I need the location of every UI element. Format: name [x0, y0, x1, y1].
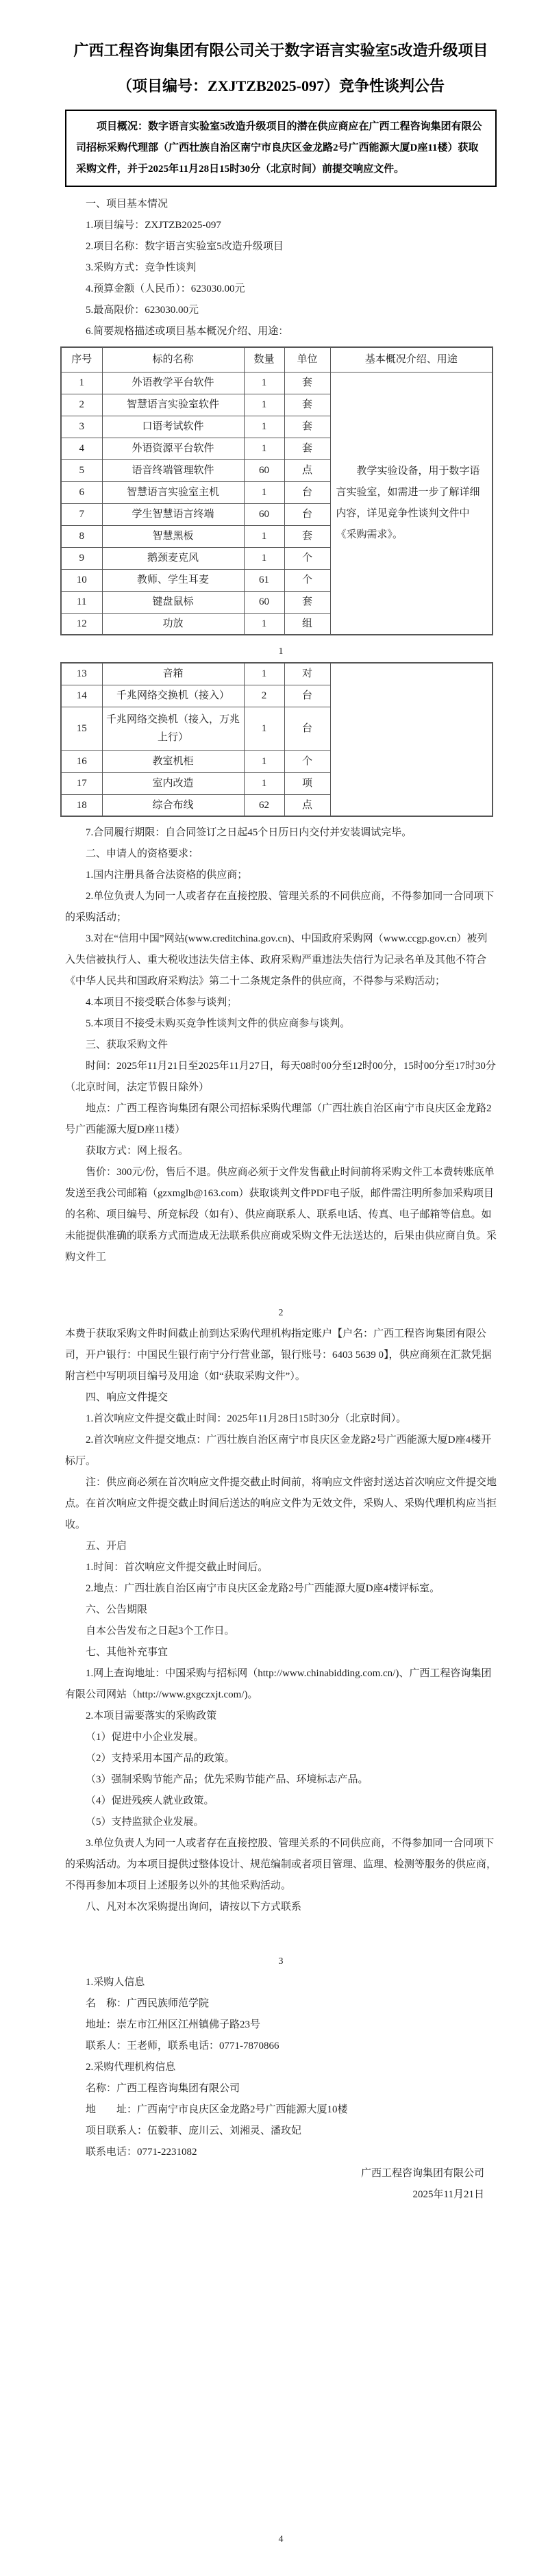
cell-name: 智慧语言实验室软件: [102, 394, 244, 416]
cell-qty: 61: [244, 569, 284, 591]
goods-description-cell: 教学实验设备，用于数字语言实验室，如需进一步了解详细内容，详见竞争性谈判文件中《采购需求》。: [330, 372, 493, 635]
cell-no: 13: [61, 663, 102, 685]
cell-qty: 1: [244, 663, 284, 685]
title-line-2: （项目编号：ZXJTZB2025-097）竞争性谈判公告: [117, 77, 445, 94]
table-row: [61, 663, 493, 685]
response-location: 2.首次响应文件提交地点：广西壮族自治区南宁市良庆区金龙路2号广西能源大厦D座4楼开标厅。: [65, 1435, 492, 1467]
policy-item-3: （3）强制采购节能产品；优先采购节能产品、环境标志产品。: [86, 1774, 369, 1785]
cell-qty: 60: [244, 591, 284, 613]
purchaser-name: 名 称：广西民族师范学院: [86, 1998, 210, 2009]
page-number-3: 3: [278, 1956, 284, 1967]
signature-date: 2025年11月21日: [412, 2189, 484, 2200]
page-number-4: 4: [278, 2534, 284, 2545]
cell-name: 智慧语言实验室主机: [102, 481, 244, 503]
cell-no: 6: [61, 481, 102, 503]
policy-item-4: （4）促进残疾人就业政策。: [86, 1795, 214, 1806]
cell-name: 教师、学生耳麦: [102, 569, 244, 591]
cell-name: 口语考试软件: [102, 416, 244, 438]
goods-table-header-row: [61, 347, 493, 372]
col-header-no: 序号: [61, 347, 102, 372]
section-3-heading: 三、获取采购文件: [86, 1039, 169, 1050]
cell-name: 综合布线: [102, 794, 244, 816]
project-name: 2.项目名称：数字语言实验室5改造升级项目: [86, 241, 284, 252]
contract-term: 7.合同履行期限：自合同签订之日起45个日历日内交付并安装调试完毕。: [86, 827, 412, 838]
page-number-2: 2: [278, 1308, 284, 1318]
cell-unit: 组: [284, 613, 330, 635]
cell-name: 功放: [102, 613, 244, 635]
document-obtain-time: 时间：2025年11月21日至2025年11月27日，每天08时00分至12时00分，15时00分至17时30分（北京时间，法定节假日除外）: [65, 1061, 496, 1093]
col-header-desc: 基本概况介绍、用途: [330, 347, 493, 372]
cell-unit: 台: [284, 503, 330, 525]
cell-qty: 1: [244, 372, 284, 394]
cell-unit: 套: [284, 394, 330, 416]
cell-qty: 1: [244, 416, 284, 438]
cell-qty: 1: [244, 750, 284, 772]
cell-no: 18: [61, 794, 102, 816]
cell-no: 4: [61, 438, 102, 459]
purchaser-info-heading: 1.采购人信息: [86, 1977, 145, 1988]
cell-qty: 1: [244, 613, 284, 635]
cell-no: 3: [61, 416, 102, 438]
cell-unit: 个: [284, 750, 330, 772]
goods-table-page1: [60, 346, 493, 635]
cell-name: 语音终端管理软件: [102, 459, 244, 481]
procurement-policies-label: 2.本项目需要落实的采购政策: [86, 1710, 217, 1721]
agency-info-heading: 2.采购代理机构信息: [86, 2062, 176, 2073]
agency-project-contacts: 项目联系人：伍毅菲、庞川云、刘湘灵、潘玫妃: [86, 2125, 302, 2136]
cell-name: 键盘鼠标: [102, 591, 244, 613]
goods-description-cell-empty: [330, 663, 493, 816]
cell-name: 教室机柜: [102, 750, 244, 772]
response-deadline: 1.首次响应文件提交截止时间：2025年11月28日15时30分（北京时间）。: [86, 1413, 407, 1424]
cell-no: 9: [61, 547, 102, 569]
page-title: [65, 33, 497, 104]
cell-no: 15: [61, 707, 102, 750]
page-number-1: 1: [278, 646, 284, 657]
cell-name: 千兆网络交换机（接入）: [102, 685, 244, 707]
procurement-method: 3.采购方式：竞争性谈判: [86, 262, 197, 273]
cell-no: 7: [61, 503, 102, 525]
project-overview-text: 项目概况：数字语言实验室5改造升级项目的潜在供应商应在广西工程咨询集团有限公司招标采购代理部（广西壮族自治区南宁市良庆区金龙路2号广西能源大厦D座11楼）获取采购文件，并于2025年11月28日15时30分（北京时间）前提交响应文件。: [76, 121, 482, 175]
policy-item-2: （2）支持采用本国产品的政策。: [86, 1753, 235, 1764]
cell-qty: 1: [244, 438, 284, 459]
cell-no: 17: [61, 772, 102, 794]
cell-qty: 1: [244, 481, 284, 503]
cell-no: 11: [61, 591, 102, 613]
cell-qty: 62: [244, 794, 284, 816]
cell-name: 智慧黑板: [102, 525, 244, 547]
qualification-item-2: 2.单位负责人为同一人或者存在直接控股、管理关系的不同供应商，不得参加同一合同项下的采购活动；: [65, 891, 495, 923]
qualification-item-4: 4.本项目不接受联合体参与谈判；: [86, 997, 238, 1008]
cell-no: 10: [61, 569, 102, 591]
cell-qty: 1: [244, 525, 284, 547]
document-content: [0, 33, 548, 2550]
goods-table-page2: [60, 662, 493, 817]
budget-amount: 4.预算金额（人民币）：623030.00元: [86, 283, 245, 294]
document-obtain-method: 获取方式：网上报名。: [86, 1146, 189, 1157]
document-price: 售价：300元/份，售后不退。供应商必须于文件发售截止时间前将采购文件工本费转账底单发送至我公司邮箱（gzxmglb@163.com）获取谈判文件PDF电子版，邮件需注明所参加采购项目的名称、项目编号、所竞标段（如有）、供应商联系人、联系电话、传真、电子邮箱等信息。如未能提供准确的联系方式而造成无法联系供应商或采购文件无法送达的，后果由供应商自负。采购文件工: [65, 1167, 497, 1263]
spec-description-label: 6.简要规格描述或项目基本概况介绍、用途：: [86, 326, 289, 337]
cell-no: 1: [61, 372, 102, 394]
title-line-1: 广西工程咨询集团有限公司关于数字语言实验室5改造升级项目: [73, 42, 488, 59]
signature-company: 广西工程咨询集团有限公司: [360, 2168, 484, 2179]
qualification-item-3: 3.对在“信用中国”网站(www.creditchina.gov.cn)、中国政府采购网（www.ccgp.gov.cn）被列入失信被执行人、重大税收违法失信主体、政府采购严重违法失信行为记录名单及其他不符合《中华人民共和国政府采购法》第二十二条规定条件的供应商，不得参与采购活动；: [65, 933, 488, 987]
announcement-period: 自本公告发布之日起3个工作日。: [86, 1626, 235, 1637]
section-5-heading: 五、开启: [86, 1541, 127, 1552]
response-note: 注：供应商必须在首次响应文件提交截止时间前，将响应文件密封送达首次响应文件提交地点。在首次响应文件提交截止时间后送达的响应文件为无效文件，采购人、采购代理机构应当拒收。: [65, 1477, 497, 1530]
max-price-limit: 5.最高限价：623030.00元: [86, 305, 199, 316]
project-number: 1.项目编号：ZXJTZB2025-097: [86, 220, 221, 231]
cell-unit: 台: [284, 481, 330, 503]
table-row: [61, 372, 493, 394]
cell-unit: 个: [284, 547, 330, 569]
agency-phone: 联系电话：0771-2231082: [86, 2147, 197, 2158]
supplier-restriction: 3.单位负责人为同一人或者存在直接控股、管理关系的不同供应商，不得参加同一合同项下的采购活动。为本项目提供过整体设计、规范编制或者项目管理、监理、检测等服务的供应商，不得再参加本项目上述服务以外的其他采购活动。: [65, 1838, 497, 1891]
cell-unit: 个: [284, 569, 330, 591]
agency-name: 名称：广西工程咨询集团有限公司: [86, 2083, 240, 2094]
cell-unit: 台: [284, 707, 330, 750]
cell-unit: 套: [284, 525, 330, 547]
cell-unit: 套: [284, 416, 330, 438]
cell-no: 8: [61, 525, 102, 547]
cell-name: 外语教学平台软件: [102, 372, 244, 394]
cell-unit: 套: [284, 591, 330, 613]
cell-unit: 对: [284, 663, 330, 685]
section-8-heading: 八、凡对本次采购提出询问，请按以下方式联系: [86, 1902, 302, 1912]
section-2-heading: 二、申请人的资格要求：: [86, 848, 199, 859]
cell-no: 16: [61, 750, 102, 772]
cell-qty: 1: [244, 547, 284, 569]
cell-no: 14: [61, 685, 102, 707]
agency-address: 地 址：广西南宁市良庆区金龙路2号广西能源大厦10楼: [86, 2104, 348, 2115]
purchaser-contact: 联系人：王老师，联系电话：0771-7870866: [86, 2041, 279, 2051]
policy-item-1: （1）促进中小企业发展。: [86, 1732, 204, 1743]
document-obtain-location: 地点：广西工程咨询集团有限公司招标采购代理部（广西壮族自治区南宁市良庆区金龙路2号广西能源大厦D座11楼）: [65, 1103, 492, 1135]
cell-unit: 点: [284, 794, 330, 816]
cell-qty: 1: [244, 707, 284, 750]
project-overview-box: [65, 110, 497, 187]
cell-no: 2: [61, 394, 102, 416]
section-4-heading: 四、响应文件提交: [86, 1392, 169, 1403]
cell-no: 5: [61, 459, 102, 481]
cell-unit: 套: [284, 438, 330, 459]
col-header-unit: 单位: [284, 347, 330, 372]
opening-time: 1.时间：首次响应文件提交截止时间后。: [86, 1562, 269, 1573]
cell-name: 外语资源平台软件: [102, 438, 244, 459]
section-7-heading: 七、其他补充事宜: [86, 1647, 169, 1658]
cell-qty: 2: [244, 685, 284, 707]
cell-qty: 60: [244, 503, 284, 525]
cell-qty: 1: [244, 772, 284, 794]
col-header-qty: 数量: [244, 347, 284, 372]
policy-item-5: （5）支持监狱企业发展。: [86, 1817, 204, 1828]
cell-unit: 点: [284, 459, 330, 481]
qualification-item-5: 5.本项目不接受未购买竞争性谈判文件的供应商参与谈判。: [86, 1018, 351, 1029]
qualification-item-1: 1.国内注册具备合法资格的供应商；: [86, 870, 248, 881]
cell-name: 千兆网络交换机（接入，万兆上行）: [102, 707, 244, 750]
cell-qty: 1: [244, 394, 284, 416]
cell-unit: 台: [284, 685, 330, 707]
section-1-heading: 一、项目基本情况: [86, 199, 169, 210]
cell-name: 音箱: [102, 663, 244, 685]
col-header-name: 标的名称: [102, 347, 244, 372]
opening-location: 2.地点：广西壮族自治区南宁市良庆区金龙路2号广西能源大厦D座4楼评标室。: [86, 1583, 440, 1594]
cell-name: 学生智慧语言终端: [102, 503, 244, 525]
cell-name: 室内改造: [102, 772, 244, 794]
cell-name: 鹅颈麦克风: [102, 547, 244, 569]
online-query-address: 1.网上查询地址：中国采购与招标网（http://www.chinabidding.com.cn/)、广西工程咨询集团有限公司网站（http://www.gxgczxjt.com/)。: [65, 1668, 492, 1700]
cell-unit: 项: [284, 772, 330, 794]
cell-unit: 套: [284, 372, 330, 394]
section-6-heading: 六、公告期限: [86, 1604, 148, 1615]
cell-qty: 60: [244, 459, 284, 481]
purchaser-address: 地址：崇左市江州区江州镇佛子路23号: [86, 2019, 261, 2030]
cell-no: 12: [61, 613, 102, 635]
document-price-continued: 本费于获取采购文件时间截止前到达采购代理机构指定账户【户名：广西工程咨询集团有限公司，开户银行：中国民生银行南宁分行营业部，银行账号：6403 5639 0】，供应商须在汇款凭据附言栏中写明项目编号及用途（如“获取采购文件”）。: [65, 1328, 492, 1382]
